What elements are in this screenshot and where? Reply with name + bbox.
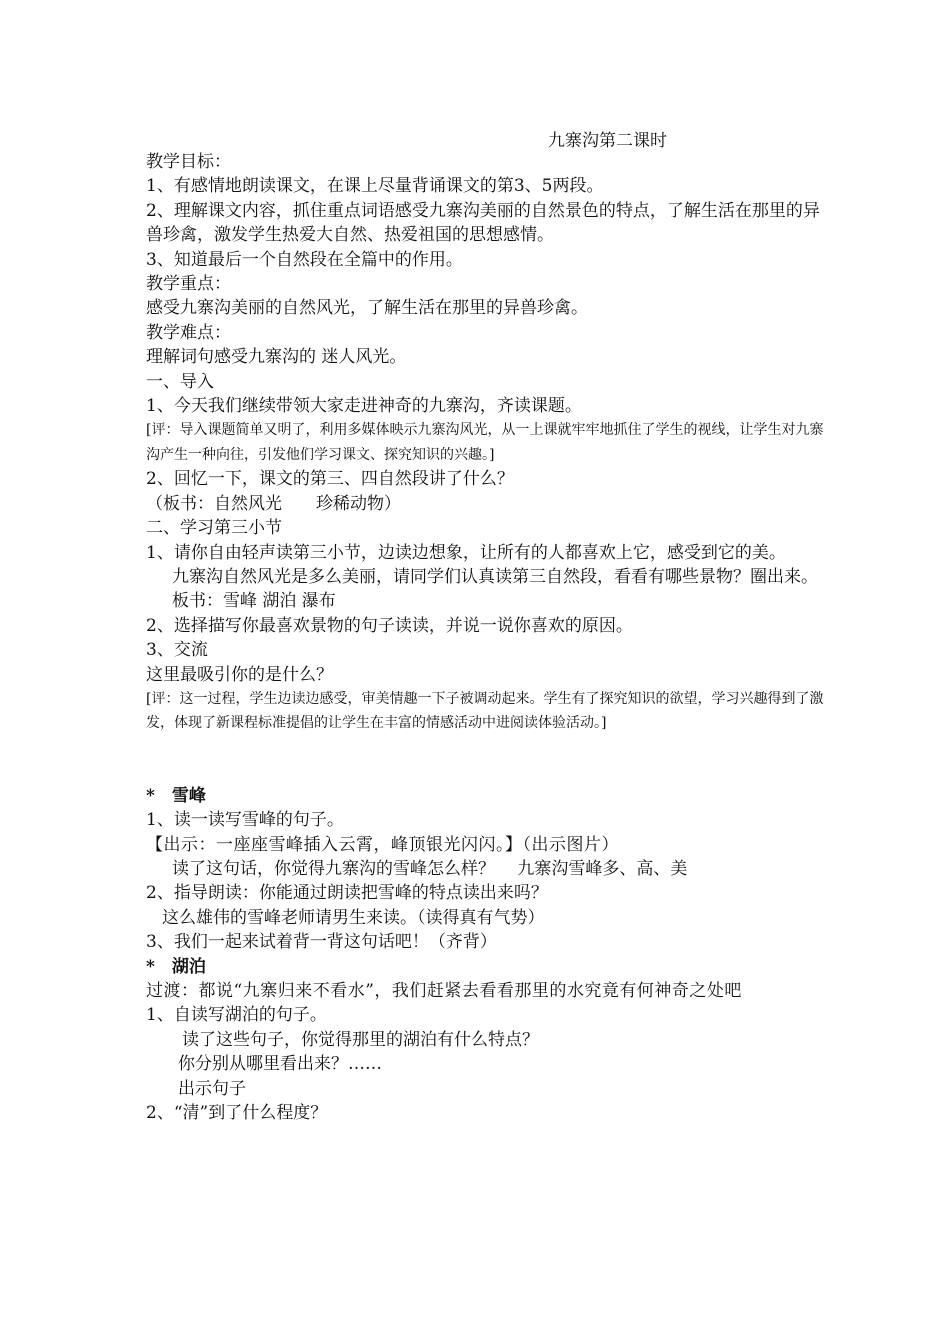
text-line: 出示句子 (178, 1078, 246, 1099)
text-line: 1、读一读写雪峰的句子。 (146, 810, 344, 831)
comment-paragraph: [评：这一过程，学生边读边感受，审美情趣一下子被调动起来。学生有了探究知识的欲望，学习兴趣得到了激发，体现了新课程标准提倡的让学生在丰富的情感活动中进阅读体验活动。] (146, 690, 824, 732)
text-line: 1、今天我们继续带领大家走进神奇的九寨沟，齐读课题。 (146, 396, 582, 417)
text-line: 1、请你自由轻声读第三小节，边读边想象，让所有的人都喜欢上它，感受到它的美。 (146, 542, 786, 563)
text-line: 3、知道最后一个自然段在全篇中的作用。 (146, 249, 463, 270)
document-title: 九寨沟第二课时 (548, 131, 667, 151)
text-line: 2、理解课文内容，抓住重点词语感受九寨沟美丽的自然景色的特点，了解生活在那里的异兽珍禽，激发学生热爱大自然、热爱祖国的思想感情。 (146, 200, 820, 246)
text-line: 读了这句话，你觉得九寨沟的雪峰怎么样？ 九寨沟雪峰多、高、美 (172, 858, 688, 879)
text-line: 九寨沟自然风光是多么美丽，请同学们认真读第三自然段，看看有哪些景物？圈出来。板书：雪峰 湖泊 瀑布 (172, 566, 818, 612)
text-line: 一、导入 (146, 371, 214, 392)
text-line: 2、指导朗读：你能通过朗读把雪峰的特点读出来吗？ (146, 883, 548, 904)
text-line: 这么雄伟的雪峰老师请男生来读。（读得真有气势） (162, 907, 545, 928)
text-line: 过渡：都说“九寨归来不看水”，我们赶紧去看看那里的水究竟有何神奇之处吧 (146, 981, 742, 1001)
text-line: 2、回忆一下，课文的第三、四自然段讲了什么？ (146, 469, 514, 490)
text-line: 读了这些句子，你觉得那里的湖泊有什么特点？ (182, 1029, 539, 1050)
text-line: 1、有感情地朗读课文，在课上尽量背诵课文的第3、5两段。 (146, 176, 604, 197)
text-line: 3、我们一起来试着背一背这句话吧！（齐背） (146, 932, 497, 953)
text-line: 2、选择描写你最喜欢景物的句子读读，并说一说你喜欢的原因。 (146, 615, 633, 636)
text-line: 【出示：一座座雪峰插入云霄，峰顶银光闪闪。】（出示图片） (146, 834, 619, 855)
section-heading: * 湖泊 (146, 956, 206, 977)
text-line: 你分别从哪里看出来？…… (178, 1054, 382, 1075)
text-line: （板书：自然风光 珍稀动物） (146, 493, 401, 514)
text-line: 理解词句感受九寨沟的 迷人风光。 (146, 347, 407, 368)
text-line: 这里最吸引你的是什么？ (146, 664, 333, 685)
text-line: 2、“清”到了什么程度？ (146, 1103, 328, 1124)
comment-paragraph: [评：导入课题简单又明了，利用多媒体映示九寨沟风光，从一上课就牢牢地抓住了学生的视线，让学生对九寨沟产生一种向往，引发他们学习课文、探究知识的兴趣。] (146, 422, 824, 463)
section-heading: * 雪峰 (146, 785, 206, 806)
text-line: 3、交流 (146, 640, 208, 661)
text-line: 感受九寨沟美丽的自然风光，了解生活在那里的异兽珍禽。 (146, 298, 588, 319)
text-line: 1、自读写湖泊的句子。 (146, 1005, 327, 1026)
text-line: 教学难点： (146, 322, 231, 343)
document-body (146, 150, 826, 1125)
text-line: 二、学习第三小节 (146, 518, 282, 539)
text-line: 教学重点： (146, 274, 231, 295)
blank-space (146, 736, 826, 784)
text-line: 教学目标： (146, 152, 231, 172)
